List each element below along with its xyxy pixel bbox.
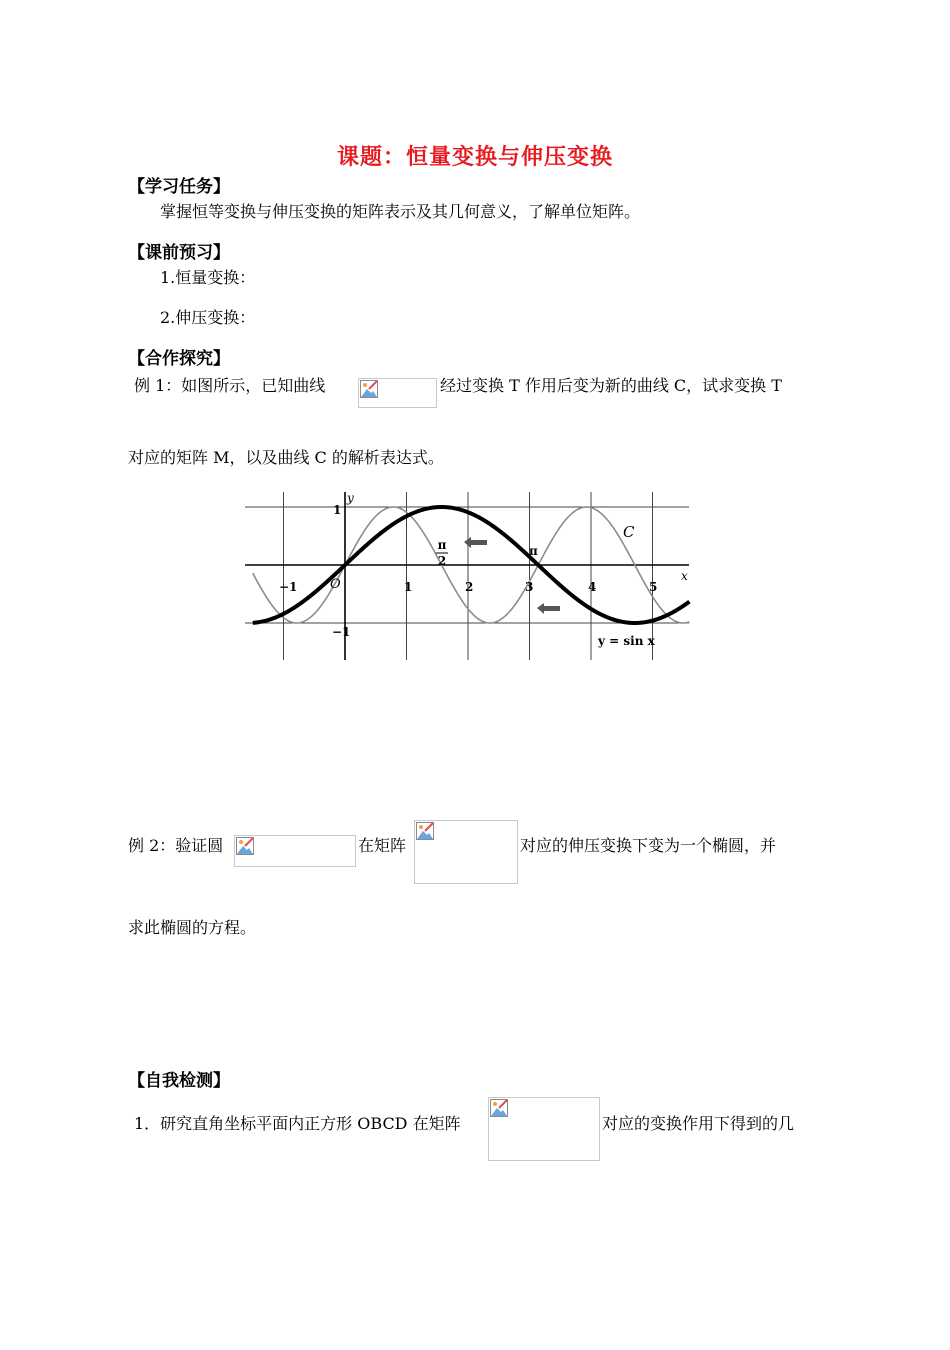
x-tick-5: 5: [649, 580, 658, 594]
broken-image-icon: [360, 380, 378, 398]
y-tick-1: 1: [333, 503, 342, 517]
sine-graph: [243, 488, 699, 666]
preview-item-1: 1.恒量变换：: [160, 268, 256, 287]
x-tick-neg1: −1: [279, 580, 298, 594]
example1-text-line2: 对应的矩阵 M，以及曲线 C 的解析表达式。: [128, 448, 444, 467]
origin-label: O: [330, 577, 341, 592]
x-tick-2: 2: [465, 580, 474, 594]
arrow-marker-2: [537, 603, 560, 614]
pi-label: π: [529, 544, 538, 558]
section-heading-self-check: 【自我检测】: [128, 1071, 230, 1091]
section-heading-cooperation: 【合作探究】: [128, 349, 230, 369]
example1-formula-image: [358, 378, 437, 408]
broken-image-icon: [416, 822, 434, 840]
pi-half-numerator: π: [437, 538, 447, 552]
self-check-q1-before: 1．研究直角坐标平面内正方形 OBCD 在矩阵: [134, 1114, 461, 1133]
y-axis-label: y: [347, 491, 354, 505]
example2-text-after: 对应的伸压变换下变为一个椭圆，并: [520, 836, 777, 855]
x-tick-3: 3: [525, 580, 534, 594]
curve-sin-label: y = sin x: [598, 634, 655, 648]
curve-c-label: C: [623, 523, 635, 541]
broken-image-icon: [236, 837, 254, 855]
self-check-matrix-image: [488, 1097, 600, 1161]
section-heading-learning-task: 【学习任务】: [128, 177, 230, 197]
example1-text-after: 经过变换 T 作用后变为新的曲线 C，试求变换 T: [440, 376, 782, 395]
example1-text-before: 例 1：如图所示，已知曲线: [134, 376, 326, 395]
broken-image-icon: [490, 1099, 508, 1117]
preview-item-2: 2.伸压变换：: [160, 308, 256, 327]
learning-task-text: 掌握恒等变换与伸压变换的矩阵表示及其几何意义，了解单位矩阵。: [160, 202, 641, 221]
section-heading-preview: 【课前预习】: [128, 243, 230, 263]
example2-text-middle: 在矩阵: [358, 836, 407, 855]
page-title: 课题：恒量变换与伸压变换: [336, 145, 613, 170]
self-check-q1-after: 对应的变换作用下得到的几: [602, 1114, 795, 1133]
x-tick-4: 4: [588, 580, 597, 594]
y-tick-neg1: −1: [332, 625, 351, 639]
arrow-marker-1: [464, 537, 487, 548]
example2-text-line2: 求此椭圆的方程。: [128, 918, 257, 937]
x-axis-label: x: [681, 569, 688, 583]
example2-matrix-image: [414, 820, 518, 884]
example2-text-before: 例 2：验证圆: [128, 836, 224, 855]
x-tick-1: 1: [404, 580, 413, 594]
pi-half-denominator: 2: [437, 554, 447, 568]
example2-circle-image: [234, 835, 356, 867]
